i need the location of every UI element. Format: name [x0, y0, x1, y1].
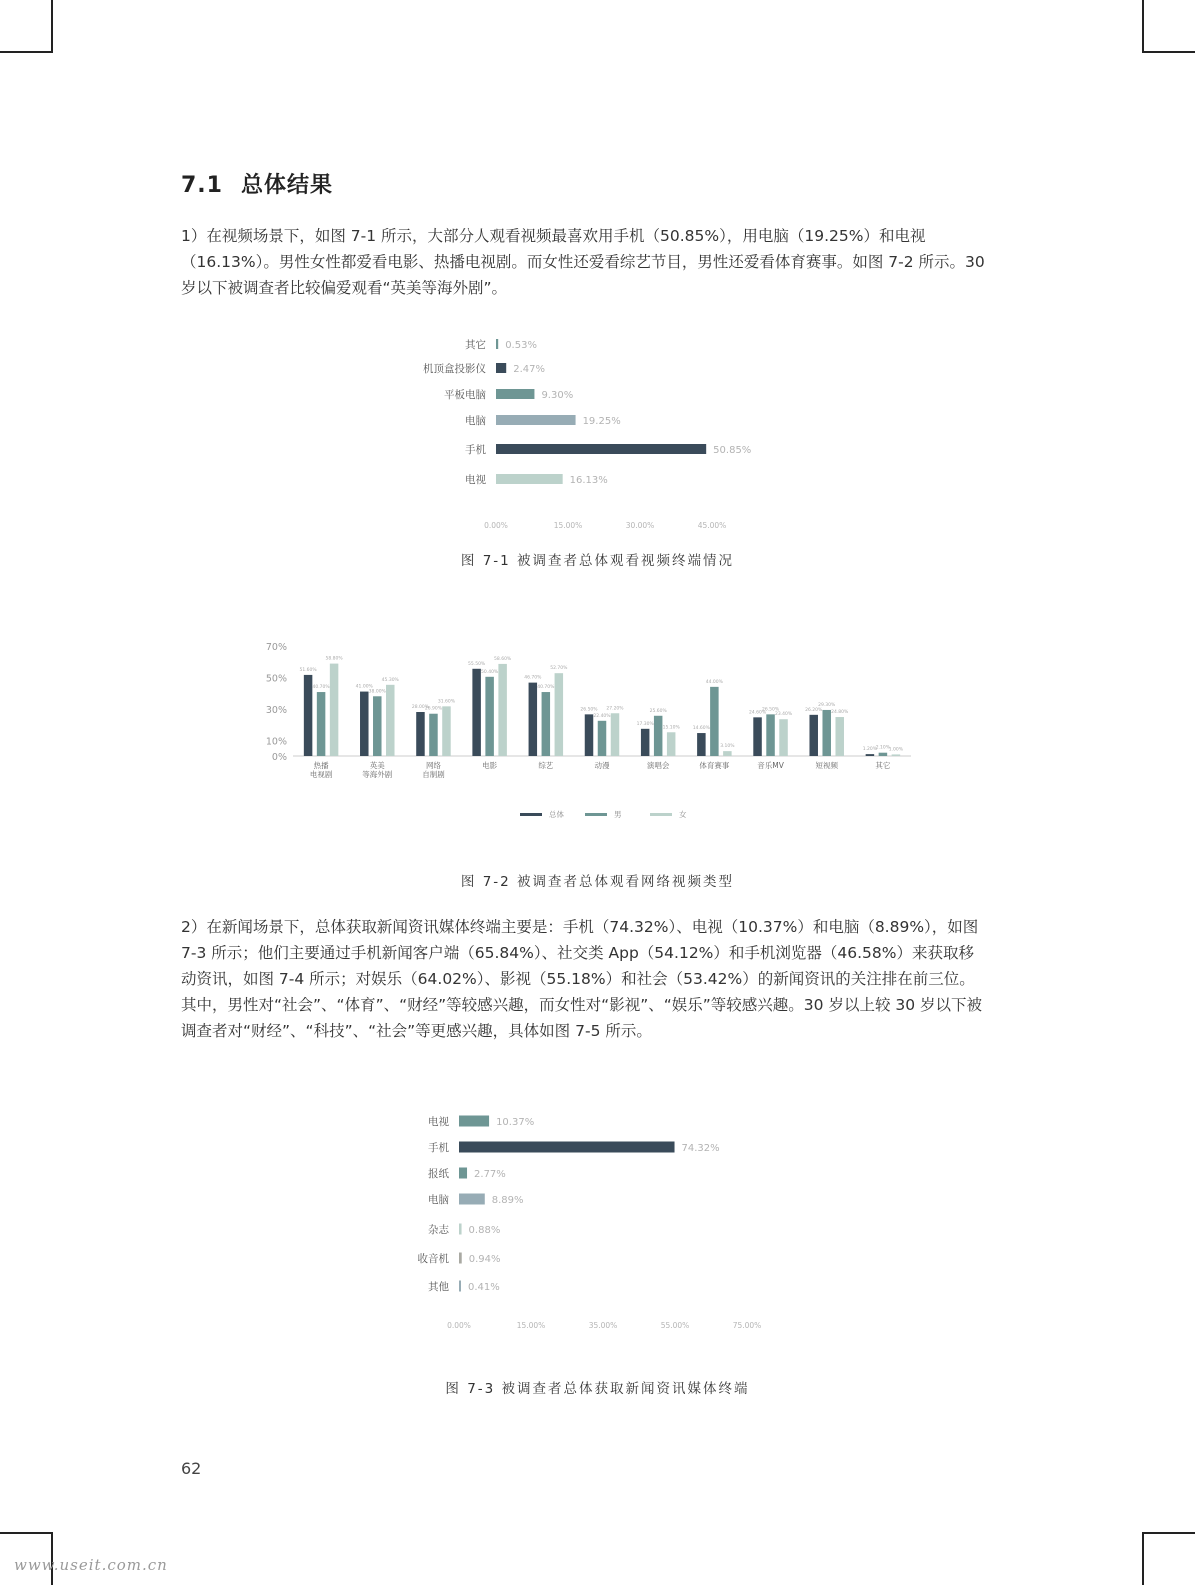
- data-label: 1.20%: [862, 747, 878, 753]
- x-tick-label: 热播: [313, 761, 329, 770]
- page-number: 62: [181, 1459, 202, 1478]
- bar: [459, 1142, 675, 1153]
- x-tick-label: 演唱会: [646, 761, 670, 770]
- x-tick-label: 30.00%: [625, 521, 655, 530]
- bar: [496, 444, 706, 454]
- figure-7-3-caption: 图 7-3 被调查者总体获取新闻资讯媒体终端: [445, 1381, 750, 1397]
- bar: [386, 685, 395, 756]
- bar: [459, 1194, 485, 1205]
- value-label: 74.32%: [681, 1143, 720, 1154]
- bar: [641, 729, 650, 756]
- value-label: 10.37%: [496, 1117, 535, 1128]
- value-label: 2.47%: [513, 364, 545, 375]
- data-label: 15.10%: [662, 725, 680, 731]
- data-label: 17.30%: [636, 721, 654, 727]
- x-tick-label: 体育赛事: [699, 761, 730, 770]
- bar: [459, 1116, 489, 1127]
- x-tick-label: 电影: [482, 761, 498, 770]
- data-label: 29.30%: [818, 702, 836, 708]
- bar: [330, 664, 339, 756]
- bar: [496, 474, 563, 484]
- data-label: 26.90%: [424, 706, 443, 712]
- legend-label: 女: [679, 810, 687, 819]
- category-label: 电视: [428, 1116, 449, 1128]
- bar: [429, 714, 438, 756]
- bar: [555, 673, 564, 756]
- data-label: 14.60%: [692, 726, 710, 732]
- x-tick-label: 15.00%: [553, 521, 583, 530]
- legend-swatch: [585, 813, 607, 816]
- bar: [373, 696, 382, 756]
- data-label: 50.40%: [481, 669, 499, 675]
- category-label: 机顶盒投影仪: [423, 363, 486, 375]
- legend-swatch: [520, 813, 542, 816]
- category-label: 电脑: [465, 415, 486, 427]
- value-label: 16.13%: [569, 475, 608, 486]
- x-tick-label: 英美: [369, 761, 385, 770]
- bar: [779, 719, 788, 756]
- paragraph-news: 2）在新闻场景下，总体获取新闻资讯媒体终端主要是：手机（74.32%）、电视（10.37%）和电脑（8.89%），如图 7-3 所示；他们主要通过手机新闻客户端（65.84%）、社交类 App（54.12%）和手机浏览器（46.58%）来获取移动资讯，如图 7-4 所示；对娱乐（64.02%）、影视（55.18%）和社会（53.42%）的新闻资讯的关注排在前三位。其中，男性对“社会”、“体育”、“财经”等较感兴趣，而女性对“影视”、“娱乐”等较感兴趣。30 岁以上较 30 岁以下被调查者对“财经”、“科技”、“社会”等更感兴趣，具体如图 7-5 所示。: [181, 918, 983, 1040]
- data-label: 1.00%: [888, 747, 904, 753]
- y-tick-label: 0%: [271, 752, 287, 763]
- watermark: www.useit.com.cn: [14, 1556, 168, 1574]
- x-tick-label: 等海外剧: [362, 770, 393, 779]
- bar: [496, 415, 576, 425]
- data-label: 40.70%: [537, 685, 555, 691]
- value-label: 9.30%: [541, 390, 574, 401]
- bar: [472, 669, 481, 756]
- category-label: 电脑: [428, 1194, 449, 1206]
- bar: [498, 664, 507, 756]
- value-label: 8.89%: [491, 1195, 524, 1206]
- value-label: 0.41%: [468, 1282, 500, 1293]
- x-tick-label: 其它: [875, 761, 891, 770]
- bar: [304, 675, 313, 756]
- data-label: 27.20%: [606, 706, 624, 712]
- data-label: 25.60%: [649, 708, 667, 714]
- category-label: 电视: [465, 474, 486, 486]
- data-label: 24.60%: [748, 710, 767, 716]
- value-label: 0.94%: [468, 1254, 501, 1265]
- section-title: [181, 168, 333, 199]
- section-title-text: 总体结果: [240, 173, 333, 198]
- x-tick-label: 自制剧: [422, 770, 445, 779]
- value-label: 2.77%: [474, 1169, 506, 1180]
- y-tick-label: 50%: [265, 673, 287, 685]
- bar: [442, 706, 451, 756]
- bar: [496, 339, 498, 349]
- data-label: 22.40%: [593, 713, 611, 719]
- bar: [766, 714, 775, 756]
- bar: [459, 1281, 461, 1292]
- figure-7-3-chart: [0, 1110, 1195, 1350]
- data-label: 26.20%: [805, 707, 823, 713]
- y-tick-label: 70%: [265, 642, 287, 653]
- paragraph-video: 1）在视频场景下，如图 7-1 所示，大部分人观看视频最喜欢用手机（50.85%），用电脑（19.25%）和电视（16.13%）。男性女性都爱看电影、热播电视剧。而女性还爱看综艺节目，男性还爱看体育赛事。如图 7-2 所示。30 岁以下被调查者比较偏爱观看“英美等海外剧”。: [181, 227, 985, 297]
- y-tick-label: 30%: [265, 704, 287, 716]
- x-tick-label: 0.00%: [447, 1321, 471, 1330]
- bar: [459, 1168, 467, 1179]
- legend-label: 男: [614, 810, 622, 819]
- data-label: 24.80%: [831, 710, 849, 716]
- bar: [485, 677, 494, 756]
- data-label: 44.00%: [705, 679, 723, 685]
- section-number: 7.1: [181, 173, 223, 198]
- bar: [360, 692, 369, 756]
- bar: [416, 712, 425, 756]
- figure-7-2-caption: 图 7-2 被调查者总体观看网络视频类型: [460, 874, 735, 890]
- data-label: 40.70%: [312, 685, 330, 691]
- data-label: 26.50%: [580, 707, 598, 713]
- x-tick-label: 综艺: [538, 761, 554, 770]
- bar: [809, 715, 818, 756]
- bar: [496, 363, 506, 373]
- data-label: 3.10%: [720, 744, 735, 750]
- value-label: 0.53%: [505, 340, 537, 351]
- x-tick-label: 网络: [425, 761, 441, 770]
- data-label: 58.80%: [325, 656, 343, 662]
- x-tick-label: 75.00%: [732, 1321, 762, 1330]
- bar: [542, 692, 551, 756]
- x-tick-label: 0.00%: [484, 521, 508, 530]
- x-tick-label: 35.00%: [588, 1321, 618, 1330]
- x-tick-label: 短视频: [815, 761, 838, 770]
- data-label: 58.60%: [494, 656, 512, 662]
- x-tick-label: 15.00%: [516, 1321, 546, 1330]
- category-label: 报纸: [428, 1168, 449, 1180]
- bar: [892, 754, 901, 756]
- crop-mark-top-right: [1142, 0, 1195, 53]
- figure-7-1-caption: 图 7-1 被调查者总体观看视频终端情况: [460, 553, 735, 569]
- data-label: 52.70%: [550, 666, 568, 672]
- bar: [753, 717, 762, 756]
- category-label: 手机: [428, 1142, 449, 1154]
- x-tick-label: 动漫: [594, 761, 610, 770]
- data-label: 45.30%: [381, 677, 399, 683]
- data-label: 51.60%: [299, 667, 317, 673]
- bar: [459, 1224, 462, 1235]
- bar: [654, 716, 663, 756]
- bar: [529, 683, 538, 756]
- category-label: 平板电脑: [444, 389, 486, 401]
- category-label: 杂志: [428, 1224, 449, 1236]
- bar: [822, 710, 831, 756]
- legend-label: 总体: [549, 810, 564, 819]
- x-tick-label: 电视剧: [309, 770, 333, 779]
- y-tick-label: 10%: [265, 736, 287, 748]
- bar: [835, 717, 844, 756]
- bar: [723, 751, 732, 756]
- bar: [710, 687, 719, 756]
- data-label: 41.00%: [355, 684, 373, 690]
- bar: [585, 714, 594, 756]
- x-tick-label: 45.00%: [697, 521, 727, 530]
- x-tick-label: 音乐MV: [757, 761, 784, 770]
- x-tick-label: 55.00%: [660, 1321, 690, 1330]
- category-label: 收音机: [417, 1253, 449, 1265]
- bar: [697, 733, 706, 756]
- crop-mark-bottom-right: [1142, 1532, 1195, 1585]
- figure-7-2-chart: [0, 636, 1195, 836]
- bar: [496, 389, 534, 399]
- crop-mark-top-left: [0, 0, 53, 53]
- bar: [879, 753, 888, 756]
- value-label: 0.88%: [468, 1225, 501, 1236]
- data-label: 31.60%: [437, 699, 456, 705]
- category-label: 手机: [465, 444, 486, 456]
- data-label: 38.00%: [368, 689, 386, 695]
- legend-swatch: [650, 813, 672, 816]
- bar: [317, 692, 326, 756]
- bar: [866, 754, 875, 756]
- category-label: 其他: [428, 1281, 449, 1293]
- bar: [598, 721, 607, 756]
- data-label: 28.00%: [411, 705, 430, 710]
- data-label: 23.40%: [774, 712, 793, 718]
- data-label: 46.70%: [524, 675, 542, 681]
- category-label: 其它: [465, 339, 486, 351]
- figure-7-1-chart: [0, 330, 1195, 540]
- data-label: 2.10%: [875, 745, 891, 751]
- data-label: 55.50%: [468, 661, 486, 667]
- bar: [667, 732, 676, 756]
- bar: [611, 713, 620, 756]
- value-label: 50.85%: [713, 445, 752, 456]
- data-label: 26.50%: [761, 707, 780, 713]
- value-label: 19.25%: [582, 416, 621, 427]
- bar: [459, 1253, 462, 1264]
